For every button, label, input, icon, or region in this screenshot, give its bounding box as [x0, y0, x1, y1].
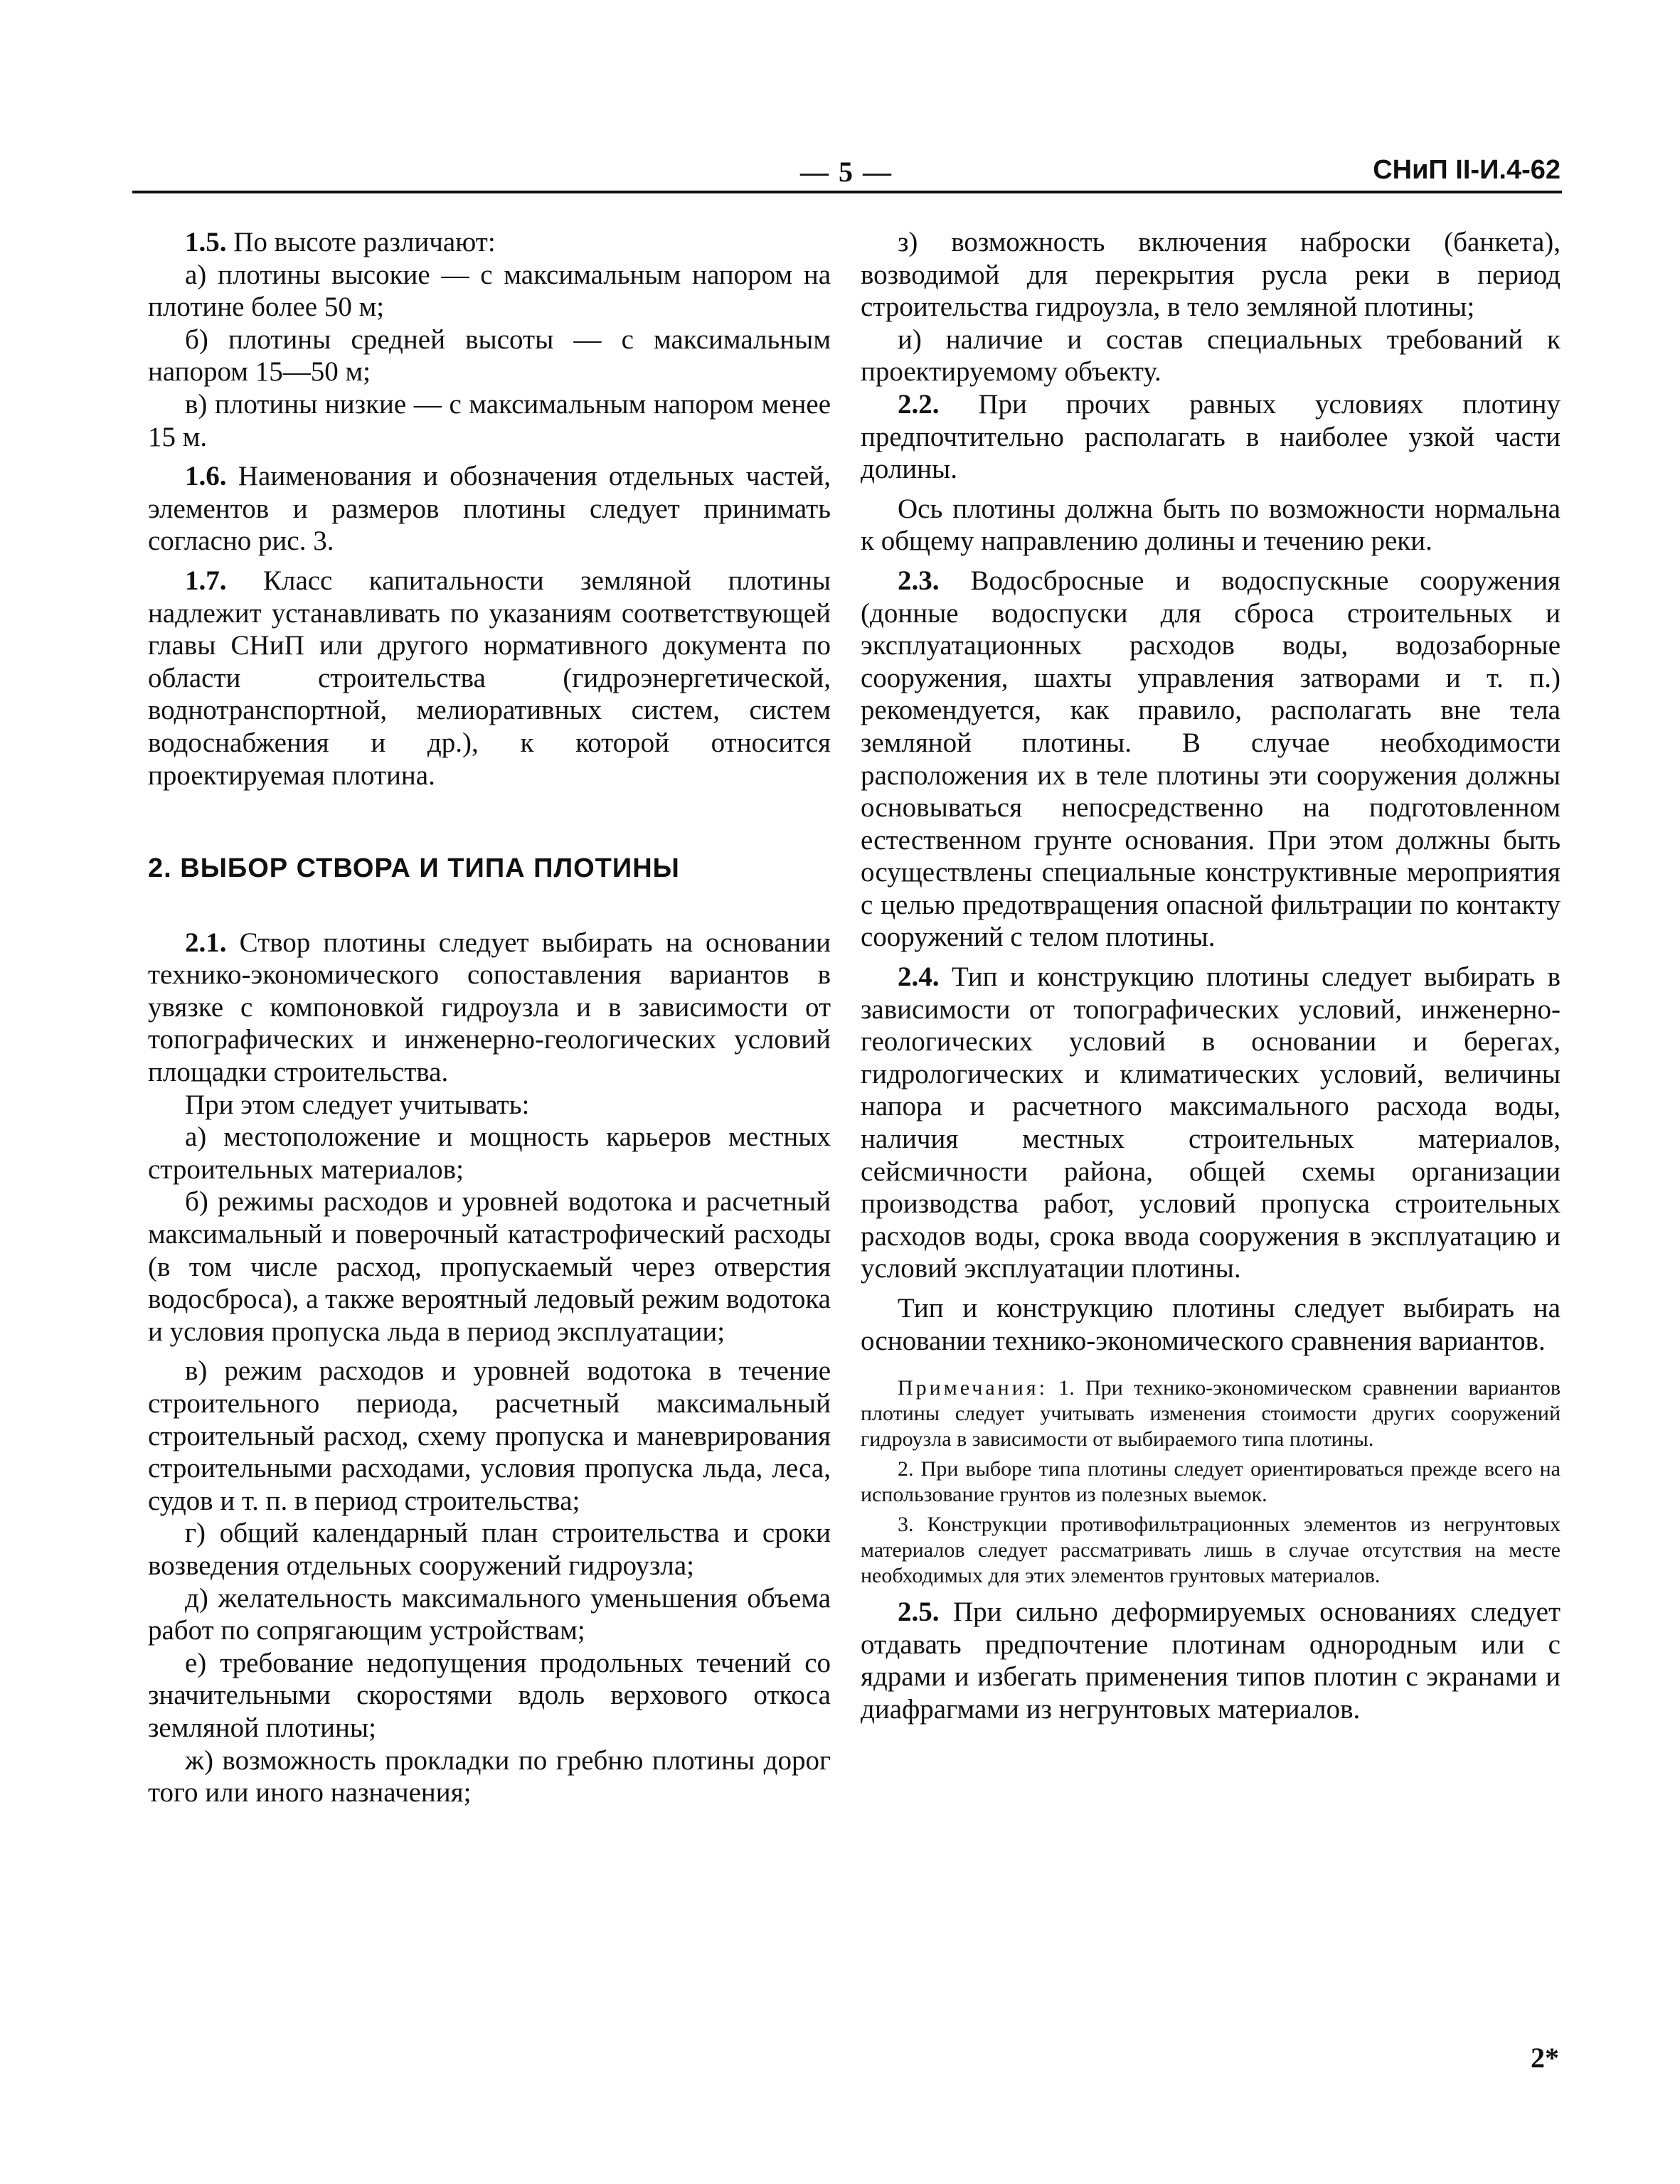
paragraph-text: Тип и конструкцию плотины следует выбирать на основании технико-экономического сравнения вариантов. [861, 1293, 1561, 1356]
list-item: г) общий календарный план строительства и сроки возведения отдельных сооружений гидроузла; [148, 1518, 831, 1581]
paragraph-text: При сильно деформируемых основаниях следует отдавать предпочтение плотинам однородным или с ядрами и избегать применения типов плотин с экранами и диафрагмами из негрунтовых материалов. [861, 1597, 1561, 1725]
right-column [861, 226, 1561, 1726]
list-item: а) плотины высокие — с максимальным напором на плотине более 50 м; [148, 259, 831, 323]
paragraph-text: Тип и конструкцию плотины следует выбирать в зависимости от топографических условий, инженерно-геологических условий в основании и берегах, гидрологических и климатических условий, величины напора и расчетного максимального расхода воды, наличия местных строительных материалов, сейсмичности района, общей схемы организации производства работ, условий пропуска строительных расходов воды, срока ввода сооружения в эксплуатацию и условий эксплуатации плотины. [861, 962, 1561, 1284]
clause-number: 2.3. [898, 565, 940, 596]
paragraph-text: Наименования и обозначения отдельных частей, элементов и размеров плотины следует принимать согласно рис. 3. [148, 461, 831, 557]
clause-number: 1.7. [185, 565, 227, 596]
list-item: ж) возможность прокладки по гребню плотины дорог того или иного назначения; [148, 1744, 831, 1809]
paragraph-2-5 [861, 1596, 1561, 1725]
clause-number: 2.1. [185, 927, 227, 958]
clause-number: 2.2. [898, 388, 940, 420]
section-title: 2. ВЫБОР СТВОРА И ТИПА ПЛОТИНЫ [148, 853, 680, 884]
paragraph-text: Водосбросные и водоспускные сооружения (донные водоспуски для сброса строительных и эксплуатационных расходов воды, водозаборные сооружения, шахты управления затворами и т. п.) рекомендуется, как правило, располагать вне тела земляной плотины. В случае необходимости расположения их в теле плотины эти сооружения должны основываться непосредственно на подготовленном естественном грунте основания. При этом должны быть осуществлены специальные конструктивные мероприятия с целью предотвращения опасной фильтрации по контакту сооружений с телом плотины. [861, 565, 1561, 953]
paragraph-text: Ось плотины должна быть по возможности нормальна к общему направлению долины и течению реки. [861, 493, 1561, 557]
page-number: — 5 — [800, 156, 893, 188]
note-text: 1. При технико-экономическом сравнении вариантов плотины следует учитывать изменения стоимости других сооружений гидроузла в зависимости от выбираемого типа плотины. [861, 1376, 1561, 1451]
clause-number: 1.5. [185, 227, 227, 257]
list-item: в) режим расходов и уровней водотока в течение строительного периода, расчетный максимальный строительный расход, схему пропуска и маневрирования строительными расходами, условия пропуска льда, леса, судов и т. п. в период строительства; [148, 1355, 831, 1516]
list-item: в) плотины низкие — с максимальным напором менее 15 м. [148, 388, 831, 452]
paragraph-text: Створ плотины следует выбирать на основании технико-экономического сопоставления вариантов в увязке с компоновкой гидроузла и в зависимости от топографических и инженерно-геологических условий площадки строительства. [148, 927, 831, 1088]
list-item: з) возможность включения наброски (банкета), возводимой для перекрытия русла реки в период строительства гидроузла, в тело земляной плотины; [861, 227, 1561, 323]
list-item: а) местоположение и мощность карьеров местных строительных материалов; [148, 1122, 831, 1185]
notes-block [861, 1375, 1561, 1589]
paragraph-text: При этом следует учитывать: [185, 1089, 530, 1120]
paragraph-1-5 [148, 226, 831, 259]
list-item: б) режимы расходов и уровней водотока и расчетный максимальный и поверочный катастрофический расходы (в том числе расход, пропускаемый через отверстия водосброса), а также вероятный ледовый режим водотока и условия пропуска льда в период эксплуатации; [148, 1186, 831, 1347]
list-item: е) требование недопущения продольных течений со значительными скоростями вдоль верхового откоса земляной плотины; [148, 1647, 831, 1743]
paragraph-2-2 [861, 388, 1561, 486]
clause-number: 2.4. [898, 962, 940, 993]
clause-number: 2.5. [898, 1597, 940, 1628]
paragraph-2-4 [861, 961, 1561, 1285]
document-code: СНиП II-И.4-62 [1373, 155, 1561, 185]
header-rule [132, 191, 1562, 193]
note-3: 3. Конструкции противофильтрационных элементов из негрунтовых материалов следует рассматривать лишь в случае отсутствия на месте необходимых для этих элементов грунтовых материалов. [861, 1513, 1561, 1588]
paragraph-text: По высоте различают: [226, 227, 496, 257]
signature-mark: 2* [1531, 2042, 1559, 2074]
clause-number: 1.6. [185, 461, 227, 492]
paragraph-1-7 [148, 565, 831, 792]
notes-label: Примечания: [898, 1376, 1048, 1400]
paragraph-1-6 [148, 460, 831, 558]
paragraph-2-1 [148, 927, 831, 1089]
paragraph-text: При прочих равных условиях плотину предпочтительно располагать в наиболее узкой части долины. [861, 388, 1561, 485]
list-item: б) плотины средней высоты — с максимальным напором 15—50 м; [148, 324, 831, 388]
left-column [148, 226, 831, 1809]
paragraph-text: Класс капитальности земляной плотины надлежит устанавливать по указаниям соответствующей главы СНиП или другого нормативного документа по области строительства (гидроэнергетической, воднотранспортной, мелиоративных систем, систем водоснабжения и др.), к которой относится проектируемая плотина. [148, 565, 831, 791]
note-2: 2. При выборе типа плотины следует ориентироваться прежде всего на использование грунтов из полезных выемок. [861, 1457, 1561, 1507]
list-item: и) наличие и состав специальных требований к проектируемому объекту. [861, 324, 1561, 388]
paragraph-2-3 [861, 565, 1561, 954]
note-1 [861, 1375, 1561, 1452]
list-item: д) желательность максимального уменьшения объема работ по сопрягающим устройствам; [148, 1582, 831, 1646]
